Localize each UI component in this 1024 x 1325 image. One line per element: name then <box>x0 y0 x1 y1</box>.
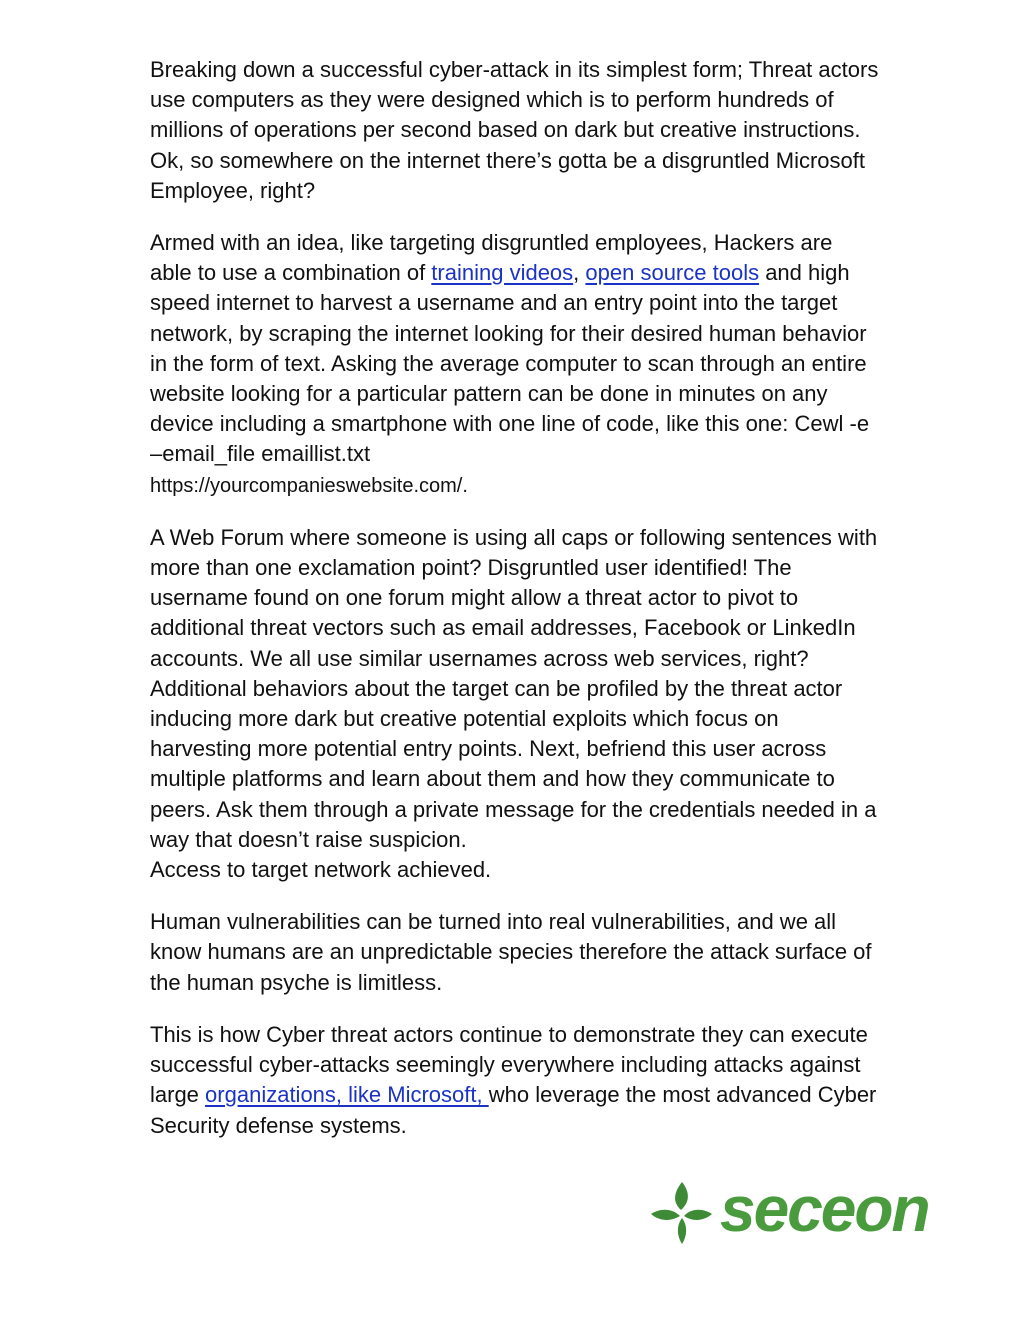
paragraph-text: A Web Forum where someone is using all caps or following sentences with more than one exclamation point? Disgruntled user identified! The username found on one forum might allow a threat actor to pivot to additional threat vectors such as email addresses, Facebook or LinkedIn accounts. We all use similar usernames across web services, right? Additional behaviors about the target can be profiled by the threat actor inducing more dark but creative potential exploits which focus on harvesting more potential entry points. Next, befriend this user across multiple platforms and learn about them and how they communicate to peers. Ask them through a private message for the credentials needed in a way that doesn’t raise suspicion. <box>150 524 878 852</box>
training-videos-link[interactable]: training videos <box>431 260 574 286</box>
example-url: https://yourcompanieswebsite.com/. <box>150 474 468 497</box>
paragraph-intro: Breaking down a successful cyber-attack in its simplest form; Threat actors use computers as they were designed which is to perform hundreds of millions of operations per second based on dark but creative instructions. Ok, so somewhere on the internet there’s gotta be a disgruntled Microsoft Employee, right? <box>150 57 879 203</box>
document-body <box>150 55 880 1163</box>
logo-wordmark: seceon <box>720 1173 929 1245</box>
leaf-tree-icon <box>648 1178 718 1248</box>
paragraph-human-vulnerabilities: Human vulnerabilities can be turned into real vulnerabilities, and we all know humans are an unpredictable species therefore the attack surface of the human psyche is limitless. <box>150 909 872 995</box>
open-source-tools-link[interactable]: open source tools <box>585 260 760 286</box>
paragraph-text: who leverage the most advanced Cyber Security defense systems. <box>150 1082 877 1138</box>
organizations-microsoft-link[interactable]: organizations, like Microsoft, <box>205 1082 489 1108</box>
paragraph-text: Armed with an idea, like targeting disgruntled employees, Hackers are able to use a combination of <box>150 230 833 286</box>
seceon-logo <box>648 1173 938 1248</box>
paragraph-web-forum <box>150 523 880 885</box>
paragraph-closing <box>150 1020 880 1141</box>
paragraph-text: , <box>573 260 586 286</box>
paragraph-text: and high speed internet to harvest a username and an entry point into the target network, by scraping the internet looking for their desired human behavior in the form of text. Asking the average computer to scan through an entire website looking for a particular pattern can be done in minutes on any device including a smartphone with one line of code, like this one: Cewl -e –email_file emaillist.txt <box>150 260 870 467</box>
paragraph-text: This is how Cyber threat actors continue to demonstrate they can execute successful cyber-attacks seemingly everywhere including attacks against large <box>150 1021 868 1108</box>
paragraph-conclusion: Access to target network achieved. <box>150 857 492 883</box>
paragraph-hackers <box>150 228 880 501</box>
